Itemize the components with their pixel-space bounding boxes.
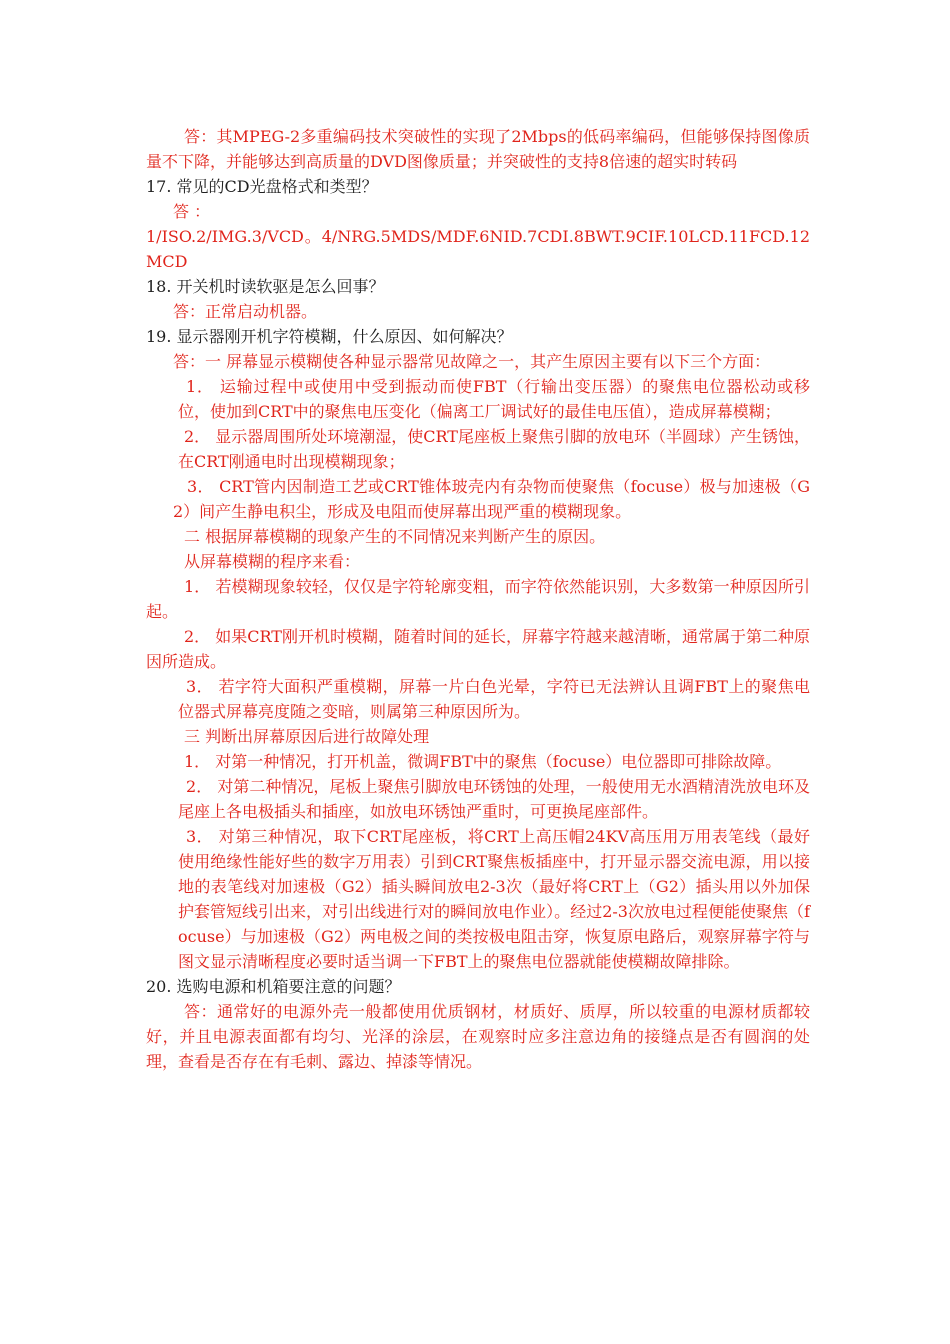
cause-2: 2． 显示器周围所处环境潮湿，使CRT尾座板上聚焦引脚的放电环（半圆球）产生锈蚀，在CRT刚通电时出现模糊现象；	[178, 427, 810, 471]
judge-2: 2． 如果CRT刚开机时模糊，随着时间的延长，屏幕字符越来越清晰，通常属于第二种原因所造成。	[146, 627, 810, 671]
answer-20: 答：通常好的电源外壳一般都使用优质钢材，材质好、质厚，所以较重的电源材质都较好，并且电源表面都有均匀、光泽的涂层，在观察时应多注意边角的接缝点是否有圆润的处理，查看是否存在有毛刺、露边、掉漆等情况。	[146, 1002, 810, 1071]
answer-18: 答：正常启动机器。	[173, 302, 318, 321]
question-18: 18. 开关机时读软驱是怎么回事？	[146, 277, 385, 296]
fix-2: 2． 对第二种情况，尾板上聚焦引脚放电环锈蚀的处理，一般使用无水酒精清洗放电环及尾座上各电极插头和插座，如放电环锈蚀严重时，可更换尾座部件。	[178, 777, 810, 821]
section-two-heading: 二 根据屏幕模糊的现象产生的不同情况来判断产生的原因。	[184, 527, 606, 546]
question-17: 17. 常见的CD光盘格式和类型？	[146, 177, 378, 196]
fix-1: 1． 对第一种情况，打开机盖，微调FBT中的聚焦（focuse）电位器即可排除故障。	[184, 752, 782, 771]
document-page	[146, 124, 810, 1074]
answer-17-label: 答 ：	[173, 202, 211, 221]
cause-1: 1． 运输过程中或使用中受到振动而使FBT（行输出变压器）的聚焦电位器松动或移位，使加到CRT中的聚焦电压变化（偏离工厂调试好的最佳电压值），造成屏幕模糊；	[178, 377, 810, 421]
cause-3: 3． CRT管内因制造工艺或CRT锥体玻壳内有杂物而使聚焦（focuse）极与加速极（G2）间产生静电积尘，形成及电阻而使屏幕出现严重的模糊现象。	[173, 477, 810, 521]
section-three-heading: 三 判断出屏幕原因后进行故障处理	[184, 727, 430, 746]
judge-3: 3． 若字符大面积严重模糊，屏幕一片白色光晕，字符已无法辨认且调FBT上的聚焦电位器式屏幕亮度随之变暗，则属第三种原因所为。	[178, 677, 810, 721]
section-two-lead: 从屏幕模糊的程序来看：	[184, 552, 361, 571]
answer-16: 答：其MPEG-2多重编码技术突破性的实现了2Mbps的低码率编码，但能够保持图像质量不下降，并能够达到高质量的DVD图像质量；并突破性的支持8倍速的超实时转码	[146, 127, 810, 171]
question-19: 19. 显示器刚开机字符模糊，什么原因、如何解决？	[146, 327, 513, 346]
fix-3: 3． 对第三种情况，取下CRT尾座板，将CRT上高压帽24KV高压用万用表笔线（最好使用绝缘性能好些的数字万用表）引到CRT聚焦板插座中，打开显示器交流电源，用以接地的表笔线对加速极（G2）插头瞬间放电2-3次（最好将CRT上（G2）插头用以外加保护套管短线引出来，对引出线进行对的瞬间放电作业）。经过2-3次放电过程便能使聚焦（focuse）与加速极（G2）两电极之间的类按极电阻击穿，恢复原电路后，观察屏幕字符与图文显示清晰程度必要时适当调一下FBT上的聚焦电位器就能使模糊故障排除。	[178, 827, 810, 971]
answer-17-formats: 1/ISO.2/IMG.3/VCD。4/NRG.5MDS/MDF.6NID.7CDI.8BWT.9CIF.10LCD.11FCD.12MCD	[146, 227, 810, 271]
answer-19-intro: 答：一 屏幕显示模糊使各种显示器常见故障之一，其产生原因主要有以下三个方面：	[173, 352, 771, 371]
judge-1: 1． 若模糊现象较轻，仅仅是字符轮廓变粗，而字符依然能识别，大多数第一种原因所引起。	[146, 577, 810, 621]
question-20: 20. 选购电源和机箱要注意的问题？	[146, 977, 401, 996]
